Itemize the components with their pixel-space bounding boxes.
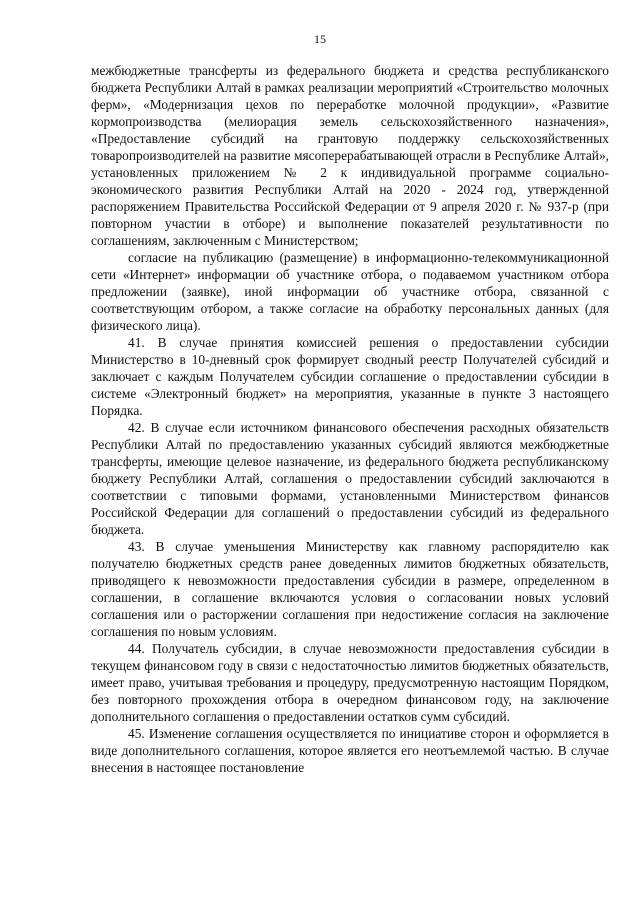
page-number: 15 <box>314 32 326 46</box>
paragraph-42: 42. В случае если источником финансового обеспечения расходных обязательств Республики Алтай по предоставлению указанных субсидий являются межбюджетные трансферты, имеющие целевое назначение, из федерального бюджета республиканскому бюджету Республики Алтай, соглашения о предоставлении субсидий заключаются в соответствии с типовыми формами, установленными Министерством финансов Российской Федерации для соглашений о предоставлении субсидий из федерального бюджета. <box>91 420 609 537</box>
paragraph-41: 41. В случае принятия комиссией решения о предоставлении субсидии Министерство в 10-дневный срок формирует сводный реестр Получателей субсидий и заключает с каждым Получателем субсидии соглашение о предоставлении субсидии в системе «Электронный бюджет» на мероприятия, указанные в пункте 3 настоящего Порядка. <box>91 335 609 418</box>
paragraph-45: 45. Изменение соглашения осуществляется по инициативе сторон и оформляется в виде дополнительного соглашения, которое является его неотъемлемой частью. В случае внесения в настоящее постановление <box>91 726 609 775</box>
paragraph-44: 44. Получатель субсидии, в случае невозможности предоставления субсидии в текущем финансовом году в связи с недостаточностью лимитов бюджетных обязательств, имеет право, учитывая требования и процедуру, предусмотренную настоящим Порядком, без повторного прохождения отбора в очередном финансовом году, на заключение дополнительного соглашения о предоставлении остатков сумм субсидий. <box>91 641 609 724</box>
paragraph-43: 43. В случае уменьшения Министерству как главному распорядителю как получателю бюджетных средств ранее доведенных лимитов бюджетных обязательств, приводящего к невозможности предоставления субсидии в размере, определенном в соглашении, в соглашение включаются условия о согласовании новых условий соглашения или о расторжении соглашения при недостижение согласия на заключение соглашения по новым условиям. <box>91 539 609 639</box>
paragraph-continuation: межбюджетные трансферты из федерального бюджета и средства республиканского бюджета Республики Алтай в рамках реализации мероприятий «Строительство молочных ферм», «Модернизация цехов по переработке молочной продукции», «Развитие кормопроизводства (мелиорация земель сельскохозяйственного назначения», «Предоставление субсидий на грантовую поддержку сельскохозяйственных товаропроизводителей на развитие мясоперерабатывающей отрасли в Республике Алтай», установленных приложением № 2 к индивидуальной программе социально-экономического развития Республики Алтай на 2020 - 2024 год, утвержденной распоряжением Правительства Российской Федерации от 9 апреля 2020 г. № 937-р (при повторном участии в отборе) и выполнение показателей результативности по соглашениям, заключенным с Министерством; <box>91 63 609 248</box>
document-body <box>91 62 609 776</box>
paragraph-consent: согласие на публикацию (размещение) в информационно-телекоммуникационной сети «Интернет» информации об участнике отбора, о подаваемом участником отбора предложении (заявке), иной информации об участнике отбора, связанной с соответствующим отбором, а также согласие на обработку персональных данных (для физического лица). <box>91 250 609 333</box>
